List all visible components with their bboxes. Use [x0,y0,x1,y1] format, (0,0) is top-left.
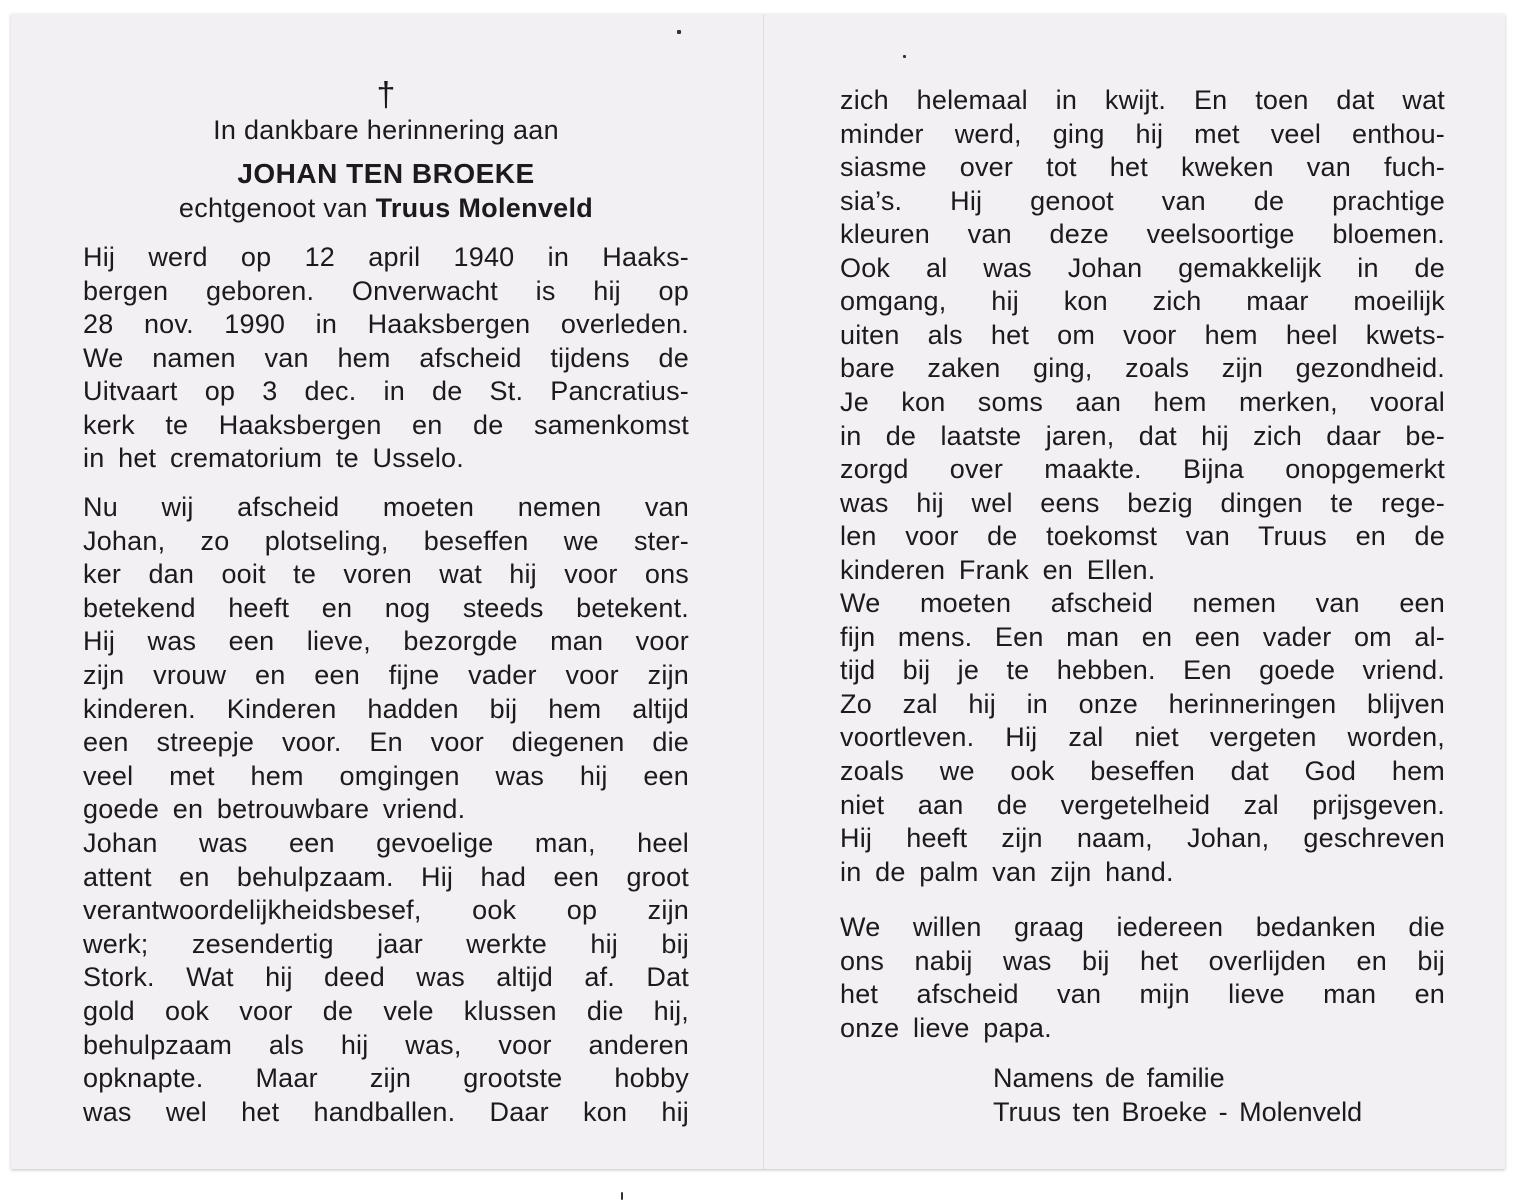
text-line: kinderen Frank en Ellen. [840,554,1156,585]
cross-icon: † [376,76,396,114]
text-line: Hij werd op 12 april 1940 in Haaks- [83,242,689,272]
text-line: zorgd over maakte. Bijna onopgemerkt [840,454,1445,485]
text-line: uiten als het om voor hem heel kwets- [840,319,1445,350]
speck-mark [677,30,681,34]
text-line: Johan, zo plotseling, beseffen we ster- [83,525,689,556]
text-line: voortleven. Hij zal niet vergeten worden, [840,722,1445,753]
text-line: Hij heeft zijn naam, Johan, geschreven [840,823,1445,854]
text-line: bergen geboren. Onverwacht is hij op [83,275,689,306]
text-line: kinderen. Kinderen hadden bij hem altijd [83,693,689,724]
text-line: minder werd, ging hij met veel enthou- [840,118,1445,149]
speck-mark [621,1192,623,1200]
text-line: sia’s. Hij genoot van de prachtige [840,185,1445,216]
text-line: We willen graag iedereen bedanken die [840,912,1445,942]
card-fold [763,14,765,1169]
text-line: We namen van hem afscheid tijdens de [83,342,689,373]
text-line: veel met hem omgingen was hij een [83,760,689,791]
text-line: len voor de toekomst van Truus en de [840,521,1445,552]
text-line: in de laatste jaren, dat hij zich daar be- [840,420,1445,451]
text-line: Johan was een gevoelige man, heel [83,828,689,858]
spouse-name: Truus Molenveld [375,193,594,223]
text-line: tijd bij je te hebben. Een goede vriend. [840,655,1445,686]
text-line: kerk te Haaksbergen en de samenkomst [83,409,689,440]
text-line: goede en betrouwbare vriend. [83,794,466,825]
text-line: Hij was een lieve, bezorgde man voor [83,626,689,657]
text-line: Je kon soms aan hem merken, vooral [840,386,1445,417]
text-line: opknapte. Maar zijn grootste hobby [83,1063,689,1094]
text-line: verantwoordelijkheidsbesef, ook op zijn [83,895,689,926]
intro-line: In dankbare herinnering aan [213,115,559,145]
text-line: was hij wel eens bezig dingen te rege- [840,487,1445,518]
text-line: Zo zal hij in onze herinneringen blijven [840,688,1445,719]
text-line: siasme over tot het kweken van fuch- [840,152,1445,183]
text-line: bare zaken ging, zoals zijn gezondheid. [840,353,1445,384]
text-line: Stork. Wat hij deed was altijd af. Dat [83,962,689,993]
spouse-prefix: echtgenoot van [178,193,368,223]
text-line: Nu wij afscheid moeten nemen van [83,492,689,522]
text-line: 28 nov. 1990 in Haaksbergen overleden. [83,309,689,339]
text-line: zijn vrouw en een fijne vader voor zijn [83,660,689,690]
text-line: Uitvaart op 3 dec. in de St. Pancratius- [83,376,689,406]
text-line: in het crematorium te Usselo. [83,443,464,473]
deceased-name: JOHAN TEN BROEKE [237,158,535,189]
text-line: zoals we ook beseffen dat God hem [840,756,1445,786]
signature-line-2: Truus ten Broeke - Molenveld [993,1097,1363,1127]
text-line: onze lieve papa. [840,1012,1052,1043]
text-line: gold ook voor de vele klussen die hij, [83,996,689,1026]
text-line: We moeten afscheid nemen van een [840,588,1445,619]
text-line: werk; zesendertig jaar werkte hij bij [83,928,689,959]
text-line: attent en behulpzaam. Hij had een groot [83,861,689,892]
text-line: niet aan de vergetelheid zal prijsgeven. [840,789,1445,820]
text-line: behulpzaam als hij was, voor anderen [83,1029,689,1060]
text-line: omgang, hij kon zich maar moeilijk [840,286,1445,317]
text-line: betekend heeft en nog steeds betekent. [83,592,689,623]
text-line: kleuren van deze veelsoortige bloemen. [840,219,1445,250]
speck-mark [903,55,906,58]
spouse-line [83,190,689,226]
text-line: in de palm van zijn hand. [840,856,1174,887]
text-line: een streepje voor. En voor diegenen die [83,727,689,758]
text-line: was wel het handballen. Daar kon hij [83,1096,689,1127]
text-line: Ook al was Johan gemakkelijk in de [840,252,1445,283]
text-line: het afscheid van mijn lieve man en [840,979,1445,1009]
signature-line-1: Namens de familie [993,1063,1225,1093]
text-line: ker dan ooit te voren wat hij voor ons [83,559,689,590]
text-line: fijn mens. Een man en een vader om al- [840,621,1445,652]
text-line: ons nabij was bij het overlijden en bij [840,945,1445,976]
text-line: zich helemaal in kwijt. En toen dat wat [840,85,1445,115]
